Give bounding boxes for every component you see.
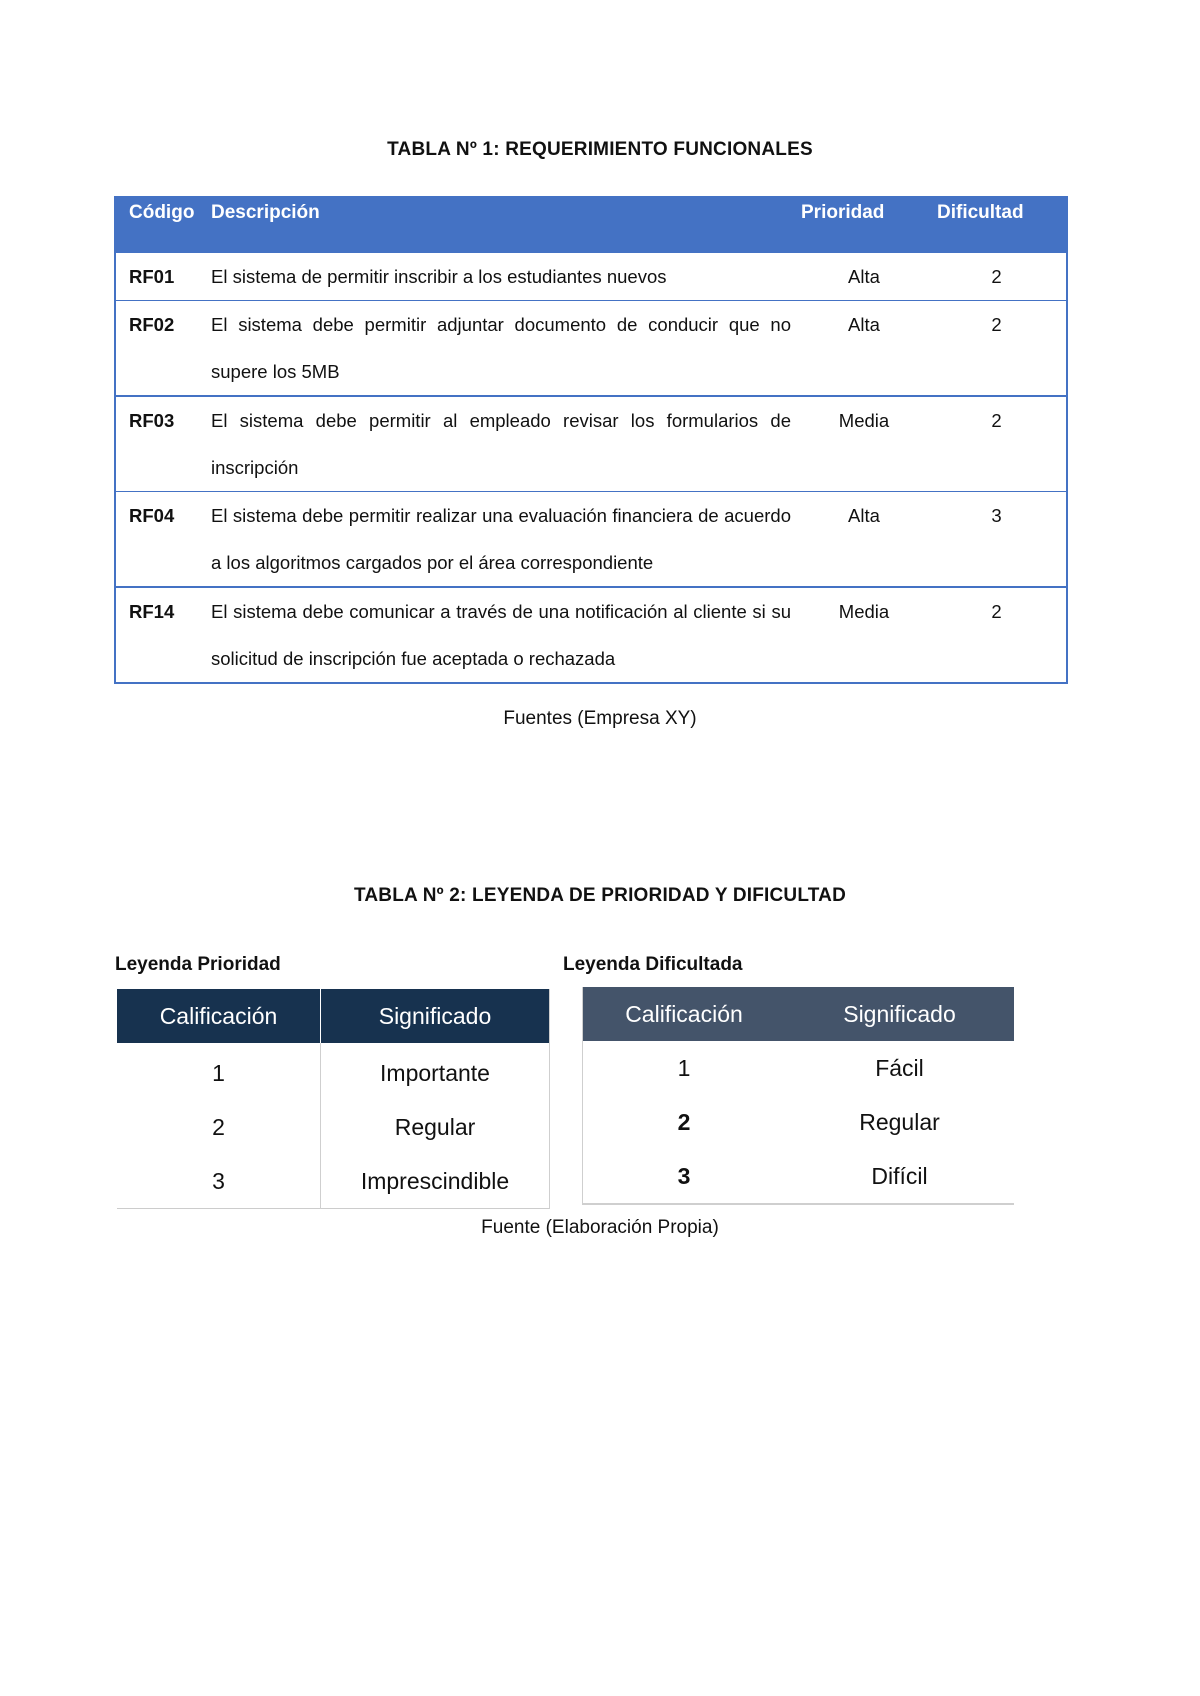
row-difficulty: 2 [991, 410, 1002, 431]
row-difficulty: 3 [991, 505, 1002, 526]
row-priority: Alta [848, 266, 880, 287]
legend-rating: 1 [212, 1059, 225, 1086]
table2-source: Fuente (Elaboración Propia) [481, 1217, 719, 1238]
row-priority: Media [838, 410, 890, 431]
legend-row [117, 1100, 550, 1154]
row-description: El sistema de permitir inscribir a los estudiantes nuevos [211, 266, 667, 287]
legend-rating: 3 [212, 1167, 225, 1194]
table-row [115, 253, 1067, 301]
row-description: El sistema debe permitir adjuntar documento de conducir que no supere los 5MB [211, 314, 791, 382]
header-rating: Calificación [117, 989, 321, 1043]
row-description: El sistema debe permitir al empleado revisar los formularios de inscripción [211, 410, 791, 478]
table-row [115, 587, 1067, 683]
difficulty-legend-table [582, 987, 1014, 1205]
priority-legend-label: Leyenda Prioridad [115, 954, 281, 975]
row-priority: Media [838, 601, 890, 622]
table-row [115, 396, 1067, 492]
header-description: Descripción [211, 197, 801, 253]
table-row [115, 492, 1067, 588]
row-priority: Alta [848, 505, 880, 526]
row-code: RF03 [129, 410, 175, 431]
header-meaning: Significado [321, 989, 550, 1043]
row-difficulty: 2 [991, 601, 1002, 622]
legend-header-row [117, 989, 550, 1043]
legend-row [583, 1149, 1015, 1204]
row-code: RF04 [129, 505, 175, 526]
legend-rating: 2 [677, 1108, 691, 1135]
priority-legend-table [117, 989, 550, 1209]
row-priority: Alta [848, 314, 880, 335]
row-description: El sistema debe permitir realizar una evaluación financiera de acuerdo a los algoritmos cargados por el área correspondiente [211, 505, 791, 573]
row-difficulty: 2 [991, 314, 1002, 335]
table1-source: Fuentes (Empresa XY) [503, 708, 697, 729]
header-code: Código [115, 197, 211, 253]
table2-title: TABLA Nº 2: LEYENDA DE PRIORIDAD Y DIFICULTAD [353, 885, 846, 906]
legend-meaning: Regular [859, 1108, 940, 1135]
row-code: RF14 [129, 601, 175, 622]
row-code: RF01 [129, 266, 175, 287]
header-rating: Calificación [583, 987, 786, 1041]
legend-meaning: Importante [321, 1043, 550, 1100]
legend-meaning: Fácil [875, 1054, 924, 1081]
legend-header-row [583, 987, 1015, 1041]
difficulty-legend-label: Leyenda Dificultada [563, 954, 743, 975]
legend-row [117, 1043, 550, 1100]
legend-meaning: Regular [321, 1100, 550, 1154]
table-header-row [115, 197, 1067, 253]
row-description: El sistema debe comunicar a través de una notificación al cliente si su solicitud de inscripción fue aceptada o rechazada [211, 601, 791, 669]
legend-rating: 2 [212, 1113, 225, 1140]
legend-row [117, 1154, 550, 1209]
table1-title: TABLA Nº 1: REQUERIMIENTO FUNCIONALES [387, 139, 813, 160]
requirements-table [114, 196, 1068, 684]
header-meaning: Significado [785, 987, 1014, 1041]
legend-meaning: Difícil [871, 1162, 928, 1189]
row-code: RF02 [129, 314, 175, 335]
legend-rating: 3 [677, 1162, 691, 1189]
legend-row [583, 1041, 1015, 1095]
table-row [115, 301, 1067, 397]
legend-rating: 1 [677, 1054, 691, 1081]
legend-meaning: Imprescindible [321, 1154, 550, 1209]
header-priority: Prioridad [801, 197, 927, 253]
row-difficulty: 2 [991, 266, 1002, 287]
header-difficulty: Dificultad [927, 197, 1067, 253]
legend-row [583, 1095, 1015, 1149]
